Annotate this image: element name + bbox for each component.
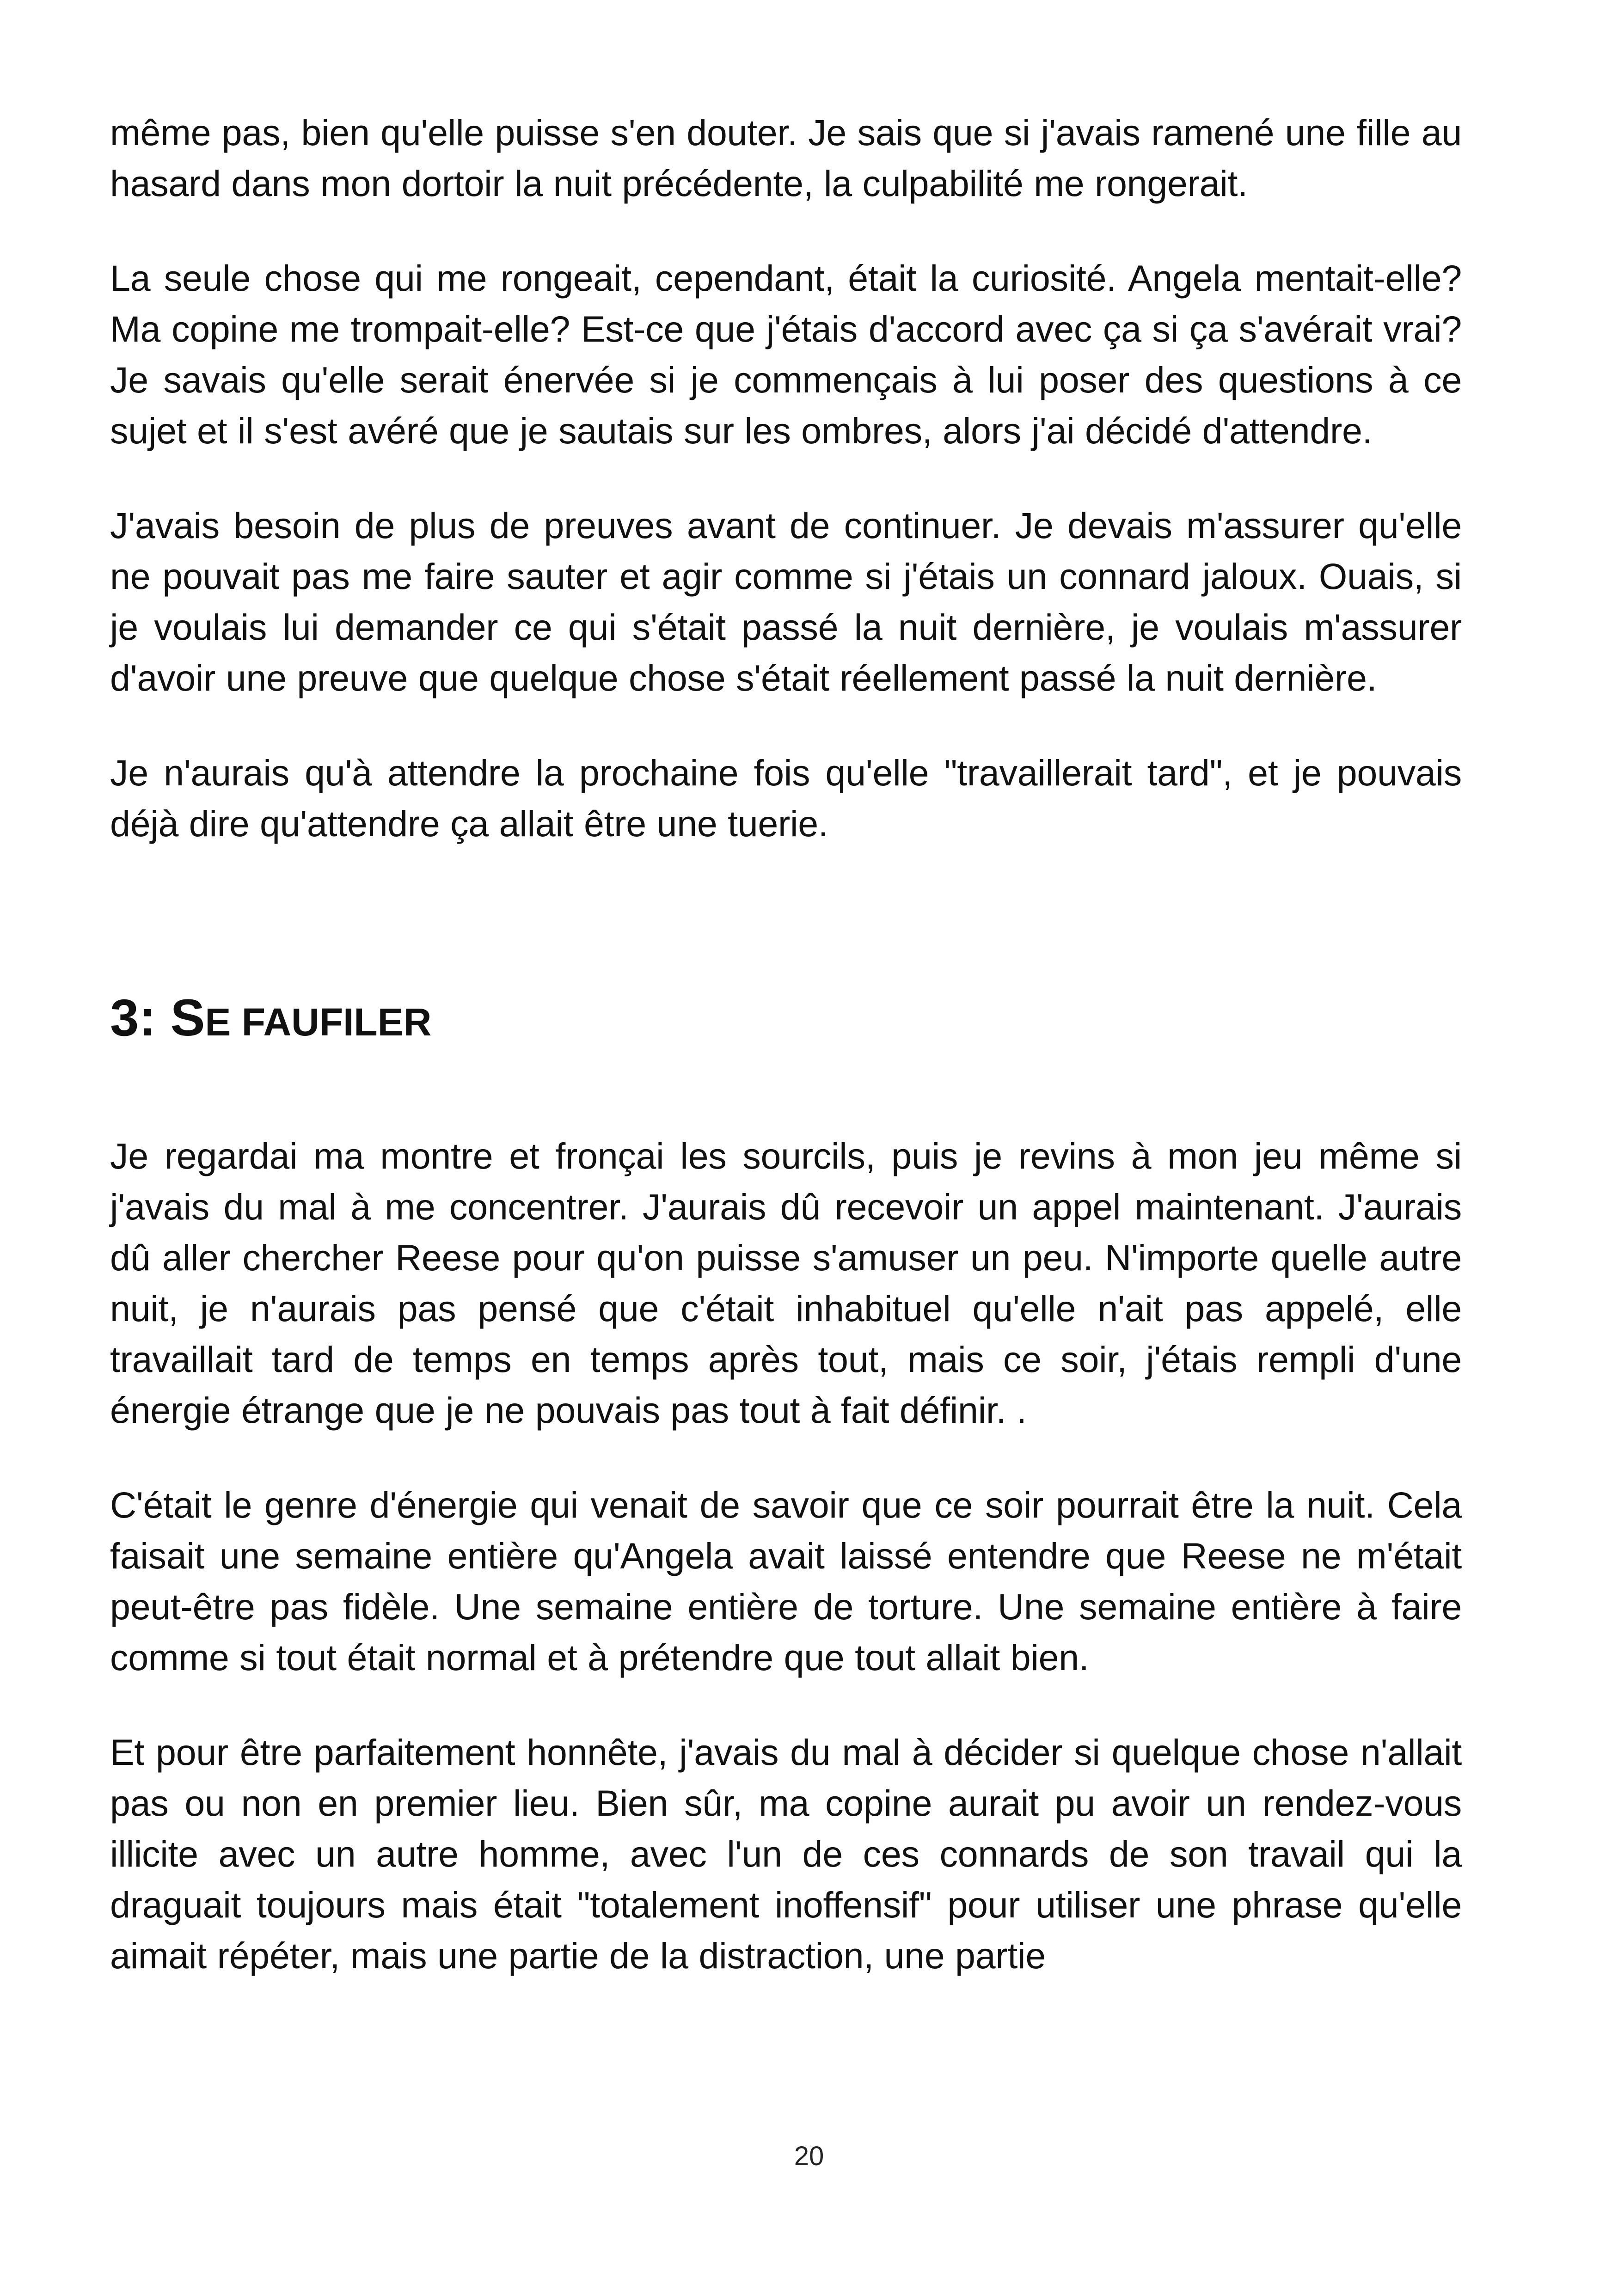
chapter-title: E FAUFILER — [205, 1000, 432, 1044]
page-number: 20 — [794, 2141, 824, 2171]
paragraph-4: Je n'aurais qu'à attendre la prochaine fois qu'elle "travaillerait tard", et je pouvais déjà dire qu'attendre ça allait être une tuerie. — [110, 752, 1462, 844]
paragraph-5: Je regardai ma montre et fronçai les sourcils, puis je revins à mon jeu même si j'avais du mal à me concentrer. J'aurais dû recevoir un appel maintenant. J'aurais dû aller chercher Reese pour qu'on puisse s'amuser un peu. N'importe quelle autre nuit, je n'aurais pas pensé que c'était inhabituel qu'elle n'ait pas appelé, elle travaillait tard de temps en temps après tout, mais ce soir, j'étais rempli d'une énergie étrange que je ne pouvais pas tout à fait définir. . — [110, 1135, 1462, 1431]
paragraph-6: C'était le genre d'énergie qui venait de savoir que ce soir pourrait être la nuit. Cela faisait une semaine entière qu'Angela avait laissé entendre que Reese ne m'était peut-être pas fidèle. Une semaine entière de torture. Une semaine entière à faire comme si tout était normal et à prétendre que tout allait bien. — [110, 1484, 1462, 1678]
paragraph-3: J'avais besoin de plus de preuves avant de continuer. Je devais m'assurer qu'elle ne pouvait pas me faire sauter et agir comme si j'étais un connard jaloux. Ouais, si je voulais lui demander ce qui s'était passé la nuit dernière, je voulais m'assurer d'avoir une preuve que quelque chose s'était réellement passé la nuit dernière. — [110, 505, 1462, 698]
chapter-number: 3: S — [110, 989, 205, 1047]
paragraph-7: Et pour être parfaitement honnête, j'avais du mal à décider si quelque chose n'allait pas ou non en premier lieu. Bien sûr, ma copine aurait pu avoir un rendez-vous illicite avec un autre homme, avec l'un de ces connards de son travail qui la draguait toujours mais était "totalement inoffensif" pour utiliser une phrase qu'elle aimait répéter, mais une partie de la distraction, une partie — [110, 1732, 1462, 1976]
paragraph-2: La seule chose qui me rongeait, cependant, était la curiosité. Angela mentait-elle? Ma copine me trompait-elle? Est-ce que j'étais d'accord avec ça si ça s'avérait vrai? Je savais qu'elle serait énervée si je commençais à lui poser des questions à ce sujet et il s'est avéré que je sautais sur les ombres, alors j'ai décidé d'attendre. — [110, 257, 1462, 451]
paragraph-1: même pas, bien qu'elle puisse s'en douter. Je sais que si j'avais ramené une fille au hasard dans mon dortoir la nuit précédente, la culpabilité me rongerait. — [110, 112, 1462, 204]
chapter-heading — [110, 988, 1462, 1052]
page-body — [110, 107, 1462, 2025]
